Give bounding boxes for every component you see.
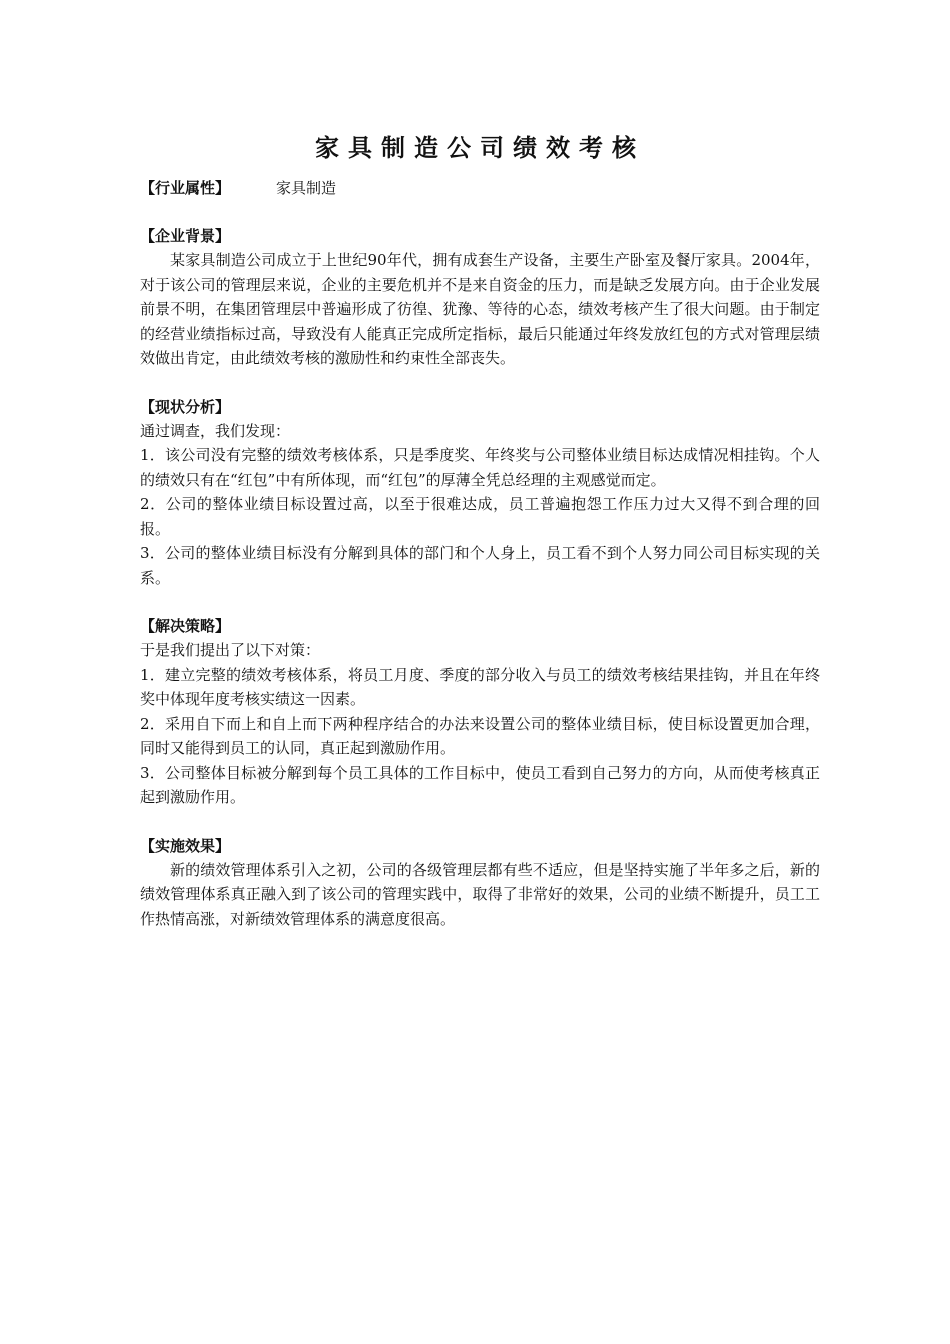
result-text: 新的绩效管理体系引入之初，公司的各级管理层都有些不适应，但是坚持实施了半年多之后，新的绩效管理体系真正融入到了该公司的管理实践中，取得了非常好的效果，公司的业绩不断提升，员工工作热情高涨，对新绩效管理体系的满意度很高。 <box>140 860 820 928</box>
background-heading: 【企业背景】 <box>140 227 231 245</box>
solution-item: 1．建立完整的绩效考核体系，将员工月度、季度的部分收入与员工的绩效考核结果挂钩，并且在年终奖中体现年度考核实绩这一因素。 <box>140 665 820 708</box>
spacer <box>140 371 820 395</box>
analysis-item: 3．公司的整体业绩目标没有分解到具体的部门和个人身上，员工看不到个人努力同公司目标实现的关系。 <box>140 544 820 587</box>
industry-label: 【行业属性】 <box>140 179 231 197</box>
analysis-heading: 【现状分析】 <box>140 397 231 416</box>
background-text: 某家具制造公司成立于上世纪90年代，拥有成套生产设备，主要生产卧室及餐厅家具。2004年，对于该公司的管理层来说，企业的主要危机并不是来自资金的压力，而是缺乏发展方向。由于企业发展前景不明，在集团管理层中普遍形成了彷徨、犹豫、等待的心态，绩效考核产生了很大问题。由于制定的经营业绩指标过高，导致没有人能真正完成所定指标，最后只能通过年终发放红包的方式对管理层绩效做出肯定，由此绩效考核的激励性和约束性全部丧失。 <box>140 251 820 367</box>
spacer <box>140 590 820 614</box>
industry-row <box>140 176 820 200</box>
analysis-item: 2．公司的整体业绩目标设置过高，以至于很难达成，员工普遍抱怨工作压力过大又得不到合理的回报。 <box>140 495 820 538</box>
background-section <box>140 224 820 371</box>
analysis-item: 1．该公司没有完整的绩效考核体系，只是季度奖、年终奖与公司整体业绩目标达成情况相挂钩。个人的绩效只有在“红包”中有所体现，而“红包”的厚薄全凭总经理的主观感觉而定。 <box>140 446 820 489</box>
spacer <box>140 200 820 224</box>
analysis-section <box>140 395 820 591</box>
solution-heading: 【解决策略】 <box>140 617 231 635</box>
solution-item: 3．公司整体目标被分解到每个员工具体的工作目标中，使员工看到自己努力的方向，从而使考核真正起到激励作用。 <box>140 763 820 806</box>
solution-intro: 于是我们提出了以下对策： <box>140 641 321 659</box>
document-page <box>140 130 820 931</box>
spacer <box>140 810 820 834</box>
document-title: 家具制造公司绩效考核 <box>315 134 645 162</box>
solution-item: 2．采用自下而上和自上而下两种程序结合的办法来设置公司的整体业绩目标，使目标设置更加合理，同时又能得到员工的认同，真正起到激励作用。 <box>140 714 820 757</box>
result-section <box>140 834 820 932</box>
industry-value: 家具制造 <box>276 179 337 197</box>
analysis-intro: 通过调查，我们发现： <box>140 421 291 440</box>
solution-section <box>140 614 820 810</box>
result-heading: 【实施效果】 <box>140 836 231 855</box>
